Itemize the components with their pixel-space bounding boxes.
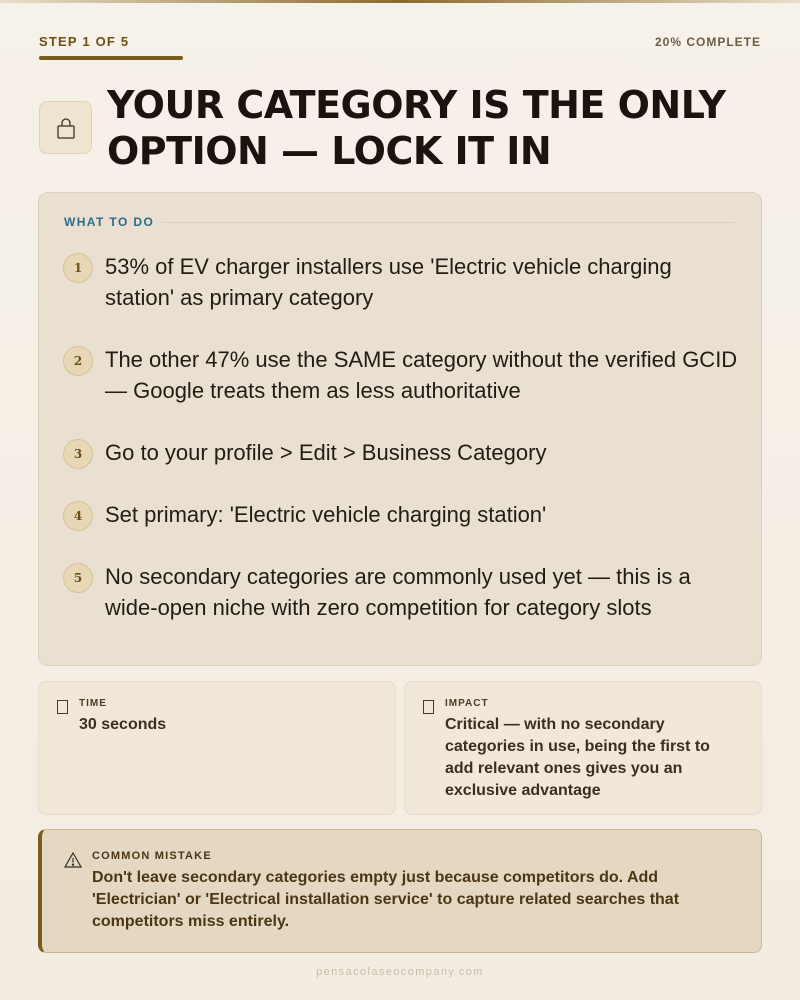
footer-domain: pensacolaseocompany.com: [316, 966, 484, 978]
impact-label: IMPACT: [445, 698, 489, 709]
time-card: [38, 681, 396, 815]
what-to-do-header: [64, 215, 735, 231]
step-number-badge: 4: [63, 501, 93, 531]
list-item: [63, 344, 743, 406]
common-mistake-card: [38, 829, 762, 953]
step-number-badge: 2: [63, 346, 93, 376]
impact-icon: [423, 700, 434, 714]
lock-icon: [39, 101, 92, 154]
step-number-badge: 1: [63, 253, 93, 283]
common-mistake-text: Don't leave secondary categories empty just because competitors do. Add 'Electrician' or 'Electrical installation service' to capture related searches that competitors miss entirely.: [92, 869, 680, 930]
step-label: STEP 1 OF 5: [39, 34, 130, 49]
warning-icon: [64, 852, 82, 868]
step-number-badge: 5: [63, 563, 93, 593]
common-mistake-label: COMMON MISTAKE: [92, 850, 212, 862]
step-text: The other 47% use the SAME category without the verified GCID — Google treats them as less authoritative: [105, 347, 738, 403]
what-to-do-card: [38, 192, 762, 666]
list-item: [63, 499, 743, 530]
time-label: TIME: [79, 698, 107, 709]
clock-icon: [57, 700, 68, 714]
step-text: No secondary categories are commonly used yet — this is a wide-open niche with zero competition for category slots: [105, 564, 691, 620]
title-section: [39, 82, 761, 174]
list-item: [63, 251, 743, 313]
progress-label: 20% COMPLETE: [654, 35, 761, 49]
progress-header: [39, 34, 761, 62]
what-to-do-label: WHAT TO DO: [64, 215, 155, 229]
step-list: [63, 251, 743, 623]
list-item: [63, 561, 743, 623]
impact-value: Critical — with no secondary categories in use, being the first to add relevant ones gives you an exclusive advantage: [445, 716, 710, 799]
step-text: Set primary: 'Electric vehicle charging station': [105, 502, 547, 527]
top-accent-line: [0, 0, 800, 3]
progress-bar: [39, 56, 183, 60]
step-text: Go to your profile > Edit > Business Category: [105, 440, 547, 465]
impact-card: [404, 681, 762, 815]
step-number-badge: 3: [63, 439, 93, 469]
page-title: YOUR CATEGORY IS THE ONLY OPTION — LOCK IT IN: [107, 83, 726, 173]
list-item: [63, 437, 743, 468]
section-divider: [162, 222, 735, 223]
step-text: 53% of EV charger installers use 'Electric vehicle charging station' as primary category: [105, 254, 672, 310]
time-value: 30 seconds: [79, 716, 167, 733]
